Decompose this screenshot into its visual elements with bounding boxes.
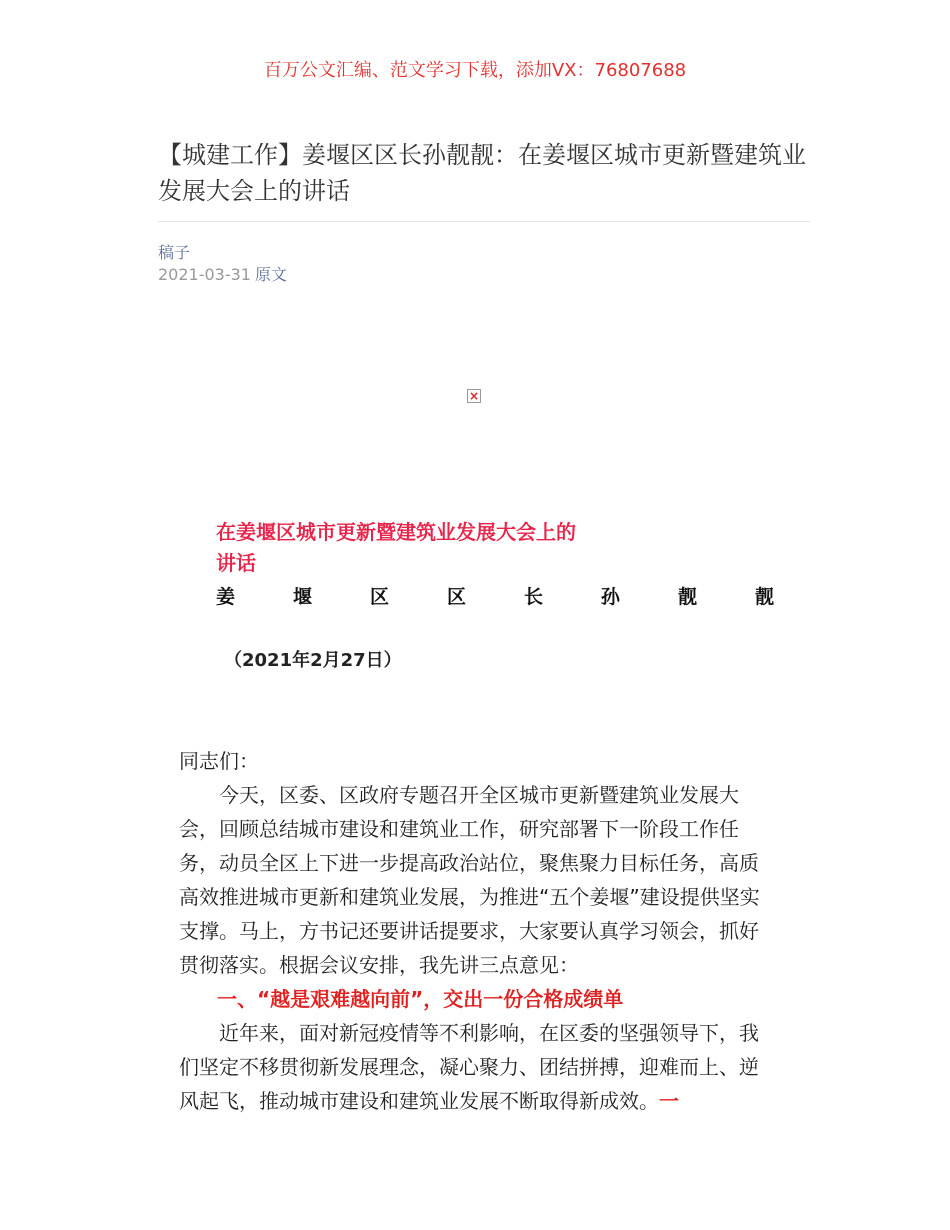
speaker-char: 区 <box>446 586 466 608</box>
paragraph-text: 近年来，面对新冠疫情等不利影响，在区委的坚强领导下，我们坚定不移贯彻新发展理念，凝心聚力、团结拼搏，迎难而上、逆风起飞，推动城市建设和建筑业发展不断取得新成效。 <box>179 1021 759 1113</box>
speech-date: （2021年2月27日） <box>224 650 402 671</box>
salutation: 同志们： <box>179 749 259 773</box>
paragraph-tail: 一 <box>659 1089 679 1113</box>
speech-body <box>179 744 773 1118</box>
speech-title: 在姜堰区城市更新暨建筑业发展大会上的讲话 <box>216 520 576 575</box>
paragraph: 今天，区委、区政府专题召开全区城市更新暨建筑业发展大会，回顾总结城市建设和建筑业工作，研究部署下一阶段工作任务，动员全区上下进一步提高政治站位，聚焦聚力目标任务，高质高效推进城市更新和建筑业发展，为推进“五个姜堰”建设提供坚实支撑。马上，方书记还要讲话提要求，大家要认真学习领会，抓好贯彻落实。根据会议安排，我先讲三点意见： <box>179 783 760 977</box>
speaker-char: 区 <box>369 586 389 608</box>
speaker-char: 靓 <box>677 586 697 608</box>
article-meta <box>158 262 287 285</box>
promo-banner: 百万公文汇编、范文学习下载，添加VX：76807688 <box>263 60 687 81</box>
broken-image-icon: × <box>468 389 480 403</box>
speaker-char: 靓 <box>754 586 774 608</box>
section-heading: 一、“越是艰难越向前”，交出一份合格成绩单 <box>217 987 624 1011</box>
speaker-line <box>216 582 774 609</box>
speaker-char: 堰 <box>292 586 312 608</box>
publish-date: 2021-03-31 <box>158 265 251 284</box>
article-author[interactable]: 稿子 <box>158 243 191 262</box>
article-title: 【城建工作】姜堰区区长孙靓靓：在姜堰区城市更新暨建筑业发展大会上的讲话 <box>158 141 806 205</box>
speaker-char: 孙 <box>600 586 620 608</box>
title-divider <box>158 221 810 222</box>
paragraph <box>179 1016 773 1118</box>
speaker-char: 姜 <box>216 586 236 608</box>
original-link[interactable]: 原文 <box>254 265 287 284</box>
speaker-char: 长 <box>523 586 543 608</box>
